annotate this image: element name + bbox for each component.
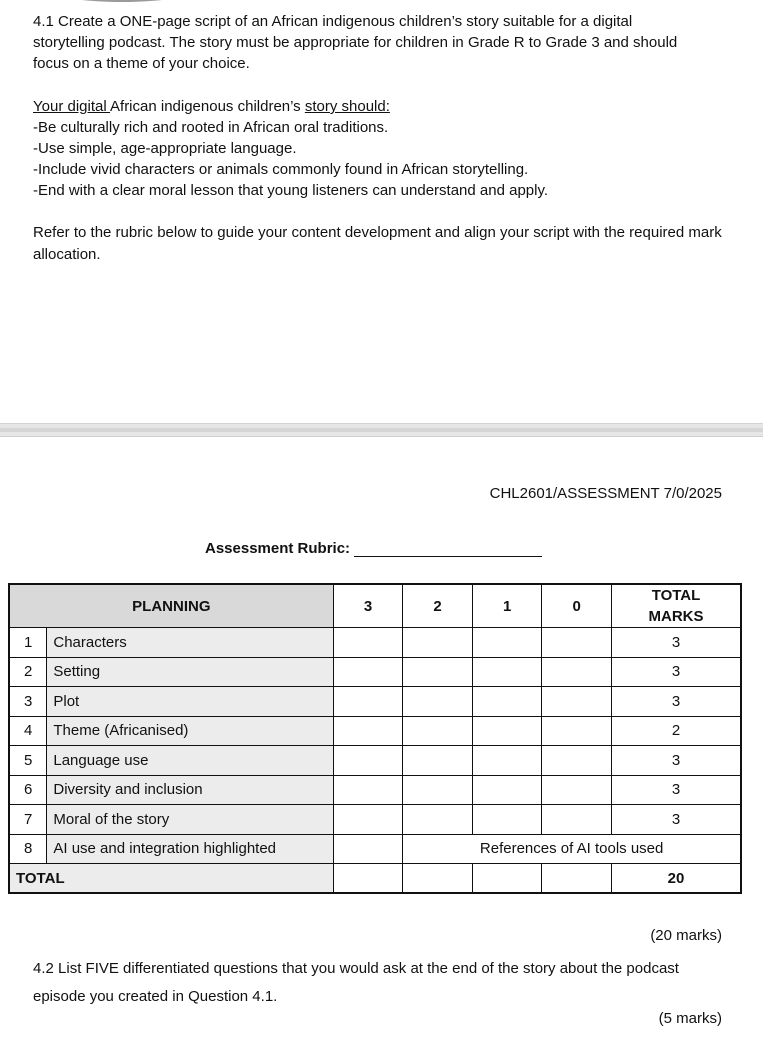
- page-separator: [0, 423, 763, 437]
- score-cell: [403, 864, 473, 894]
- marks-4-2: (5 marks): [658, 1010, 722, 1027]
- rubric-row: [9, 657, 741, 687]
- header-total-marks: [612, 584, 741, 628]
- score-cell: [542, 746, 612, 776]
- score-cell: [333, 657, 403, 687]
- rubric-row: [9, 775, 741, 805]
- row-criterion: Setting: [47, 657, 333, 687]
- row-number: 6: [9, 775, 47, 805]
- score-cell: [333, 834, 403, 864]
- score-cell: [403, 775, 473, 805]
- rubric-reference-text: Refer to the rubric below to guide your content development and align your script with the required mark allocation.: [33, 224, 722, 263]
- header-score-2: 2: [403, 584, 473, 628]
- row-total: 3: [612, 687, 741, 717]
- score-cell: [333, 775, 403, 805]
- header-score-0: 0: [542, 584, 612, 628]
- score-cell: [542, 687, 612, 717]
- requirement-item: -Be culturally rich and rooted in African oral traditions.: [33, 119, 389, 136]
- score-cell: [333, 864, 403, 894]
- rubric-row: [9, 687, 741, 717]
- marks-4-1: (20 marks): [650, 927, 722, 944]
- score-cell: [403, 628, 473, 658]
- page-top: [0, 0, 763, 423]
- row-number: 5: [9, 746, 47, 776]
- intro-line: focus on a theme of your choice.: [33, 55, 250, 72]
- score-cell: [333, 628, 403, 658]
- rubric-row: [9, 746, 741, 776]
- row-number: 1: [9, 628, 47, 658]
- score-cell: [542, 716, 612, 746]
- score-cell: [472, 628, 542, 658]
- score-cell: [333, 805, 403, 835]
- row-criterion: Language use: [47, 746, 333, 776]
- heading-part-underlined: story should:: [304, 98, 390, 115]
- score-cell: [472, 657, 542, 687]
- header-planning: PLANNING: [9, 584, 333, 628]
- header-score-1: 1: [472, 584, 542, 628]
- decorative-arc: [62, 0, 182, 2]
- row-criterion: AI use and integration highlighted: [47, 834, 333, 864]
- requirement-item: -Use simple, age-appropriate language.: [33, 140, 297, 157]
- score-cell: [403, 805, 473, 835]
- total-label: TOTAL: [9, 864, 333, 894]
- question-4-2-text: 4.2 List FIVE differentiated questions that you would ask at the end of the story about the podcast episode you created in Question 4.1.: [33, 960, 679, 1005]
- row-criterion: Plot: [47, 687, 333, 717]
- heading-part-plain: African indigenous children’s: [110, 98, 305, 115]
- row-total: 3: [612, 775, 741, 805]
- total-value: 20: [612, 864, 741, 894]
- question-4-1-intro: [33, 11, 733, 74]
- rubric-row: [9, 716, 741, 746]
- score-cell: [403, 657, 473, 687]
- row-total: 3: [612, 657, 741, 687]
- score-cell: [403, 746, 473, 776]
- score-cell: [472, 775, 542, 805]
- row-number: 8: [9, 834, 47, 864]
- header-score-3: 3: [333, 584, 403, 628]
- requirement-item: -End with a clear moral lesson that young listeners can understand and apply.: [33, 182, 549, 199]
- requirements-heading: [33, 96, 733, 117]
- row-criterion: Theme (Africanised): [47, 716, 333, 746]
- score-cell: [542, 628, 612, 658]
- score-cell: [403, 716, 473, 746]
- score-cell: [403, 687, 473, 717]
- row-criterion: Characters: [47, 628, 333, 658]
- header-total-line1: TOTAL: [651, 587, 701, 604]
- assessment-rubric-table: [8, 583, 742, 894]
- row-criterion: Diversity and inclusion: [47, 775, 333, 805]
- row-total: 3: [612, 746, 741, 776]
- rubric-title: [205, 540, 542, 557]
- score-cell: [542, 775, 612, 805]
- score-cell: [333, 687, 403, 717]
- heading-part-underlined: Your digital: [33, 98, 111, 115]
- rubric-row: [9, 805, 741, 835]
- course-code: CHL2601/ASSESSMENT 7/0/2025: [489, 485, 722, 502]
- ai-references-cell: References of AI tools used: [403, 834, 741, 864]
- row-number: 7: [9, 805, 47, 835]
- score-cell: [472, 805, 542, 835]
- score-cell: [472, 716, 542, 746]
- rubric-row: [9, 628, 741, 658]
- rubric-header-row: [9, 584, 741, 628]
- score-cell: [333, 746, 403, 776]
- page-bottom: [0, 437, 763, 1042]
- score-cell: [542, 805, 612, 835]
- row-total: 3: [612, 628, 741, 658]
- row-criterion: Moral of the story: [47, 805, 333, 835]
- score-cell: [333, 716, 403, 746]
- rubric-total-row: [9, 864, 741, 894]
- row-number: 3: [9, 687, 47, 717]
- page-separator-line: [0, 428, 763, 432]
- row-number: 4: [9, 716, 47, 746]
- requirements-block: [33, 96, 733, 201]
- score-cell: [472, 746, 542, 776]
- requirement-item: -Include vivid characters or animals commonly found in African storytelling.: [33, 161, 529, 178]
- score-cell: [542, 657, 612, 687]
- score-cell: [472, 687, 542, 717]
- intro-line: storytelling podcast. The story must be appropriate for children in Grade R to Grade 3 and should: [33, 34, 678, 51]
- rubric-ai-row: [9, 834, 741, 864]
- row-number: 2: [9, 657, 47, 687]
- row-total: 3: [612, 805, 741, 835]
- row-total: 2: [612, 716, 741, 746]
- score-cell: [472, 864, 542, 894]
- rubric-blank-line: [354, 541, 542, 557]
- intro-line: 4.1 Create a ONE-page script of an African indigenous children’s story suitable for a digital: [33, 13, 633, 30]
- rubric-title-text: Assessment Rubric:: [205, 540, 351, 557]
- score-cell: [542, 864, 612, 894]
- header-total-line2: MARKS: [648, 608, 704, 625]
